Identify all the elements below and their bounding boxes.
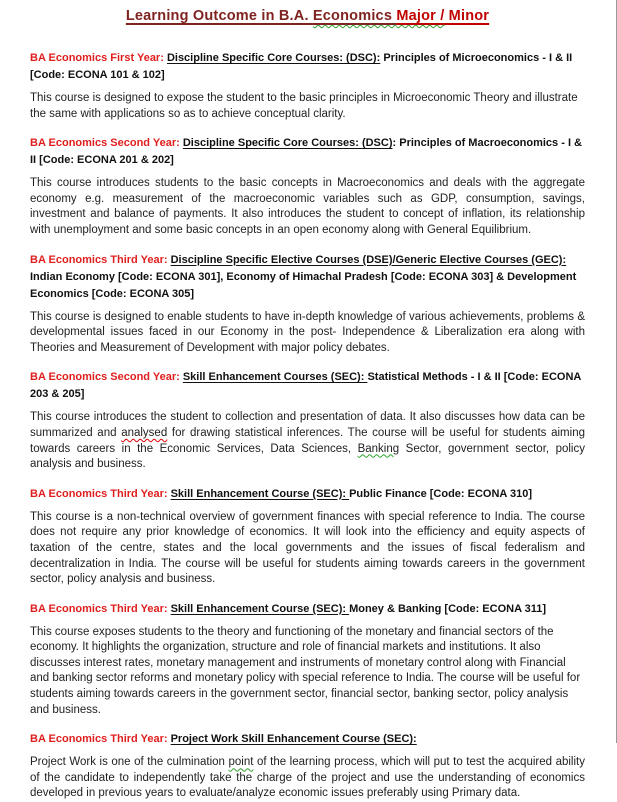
description-text: Project Work is one of the culmination <box>30 756 229 769</box>
course-description <box>30 310 585 357</box>
course-type-label: Discipline Specific Core Courses: (DSC) <box>182 137 393 150</box>
course-type-label: Skill Enhancement Courses (SEC): <box>182 371 368 384</box>
year-label: BA Economics Second Year: <box>30 137 183 150</box>
description-text: Sector, government sector, policy analysis and business. <box>30 442 585 471</box>
course-description <box>30 510 585 588</box>
grammar-flagged-word: Banking <box>357 442 400 455</box>
grammar-flagged-word: point <box>228 756 254 769</box>
description-text: This course is designed to enable students to have in-depth knowledge of various achievements, problems & developmental issues faced in our Economy in the post- Independence & Liberalization era along with Theories and Measurement of Development with major policy debates. <box>30 310 585 354</box>
section-first-year-dsc <box>30 50 585 122</box>
title-text-squiggled: Economics <box>312 8 397 24</box>
description-text: This course exposes students to the theory and functioning of the monetary and financial sectors of the economy. It highlights the organization, structure and role of financial markets and institutions. It also discusses interest rates, monetary management and instruments of monetary control along with Financial and banking sector reforms and monetary policy with special reference to India. The course will be useful for students aiming towards careers in the government sector, financial sector, banking sector, policy analysis and business. <box>30 625 581 716</box>
section-heading <box>30 252 585 303</box>
year-label: BA Economics Third Year: <box>30 733 171 746</box>
description-text: This course introduces the student to collection and presentation of data. It also discusses how data can be summarized and <box>30 411 585 439</box>
course-title-label: Principles of Microeconomics - I & II [Code: ECONA 101 & 102] <box>30 52 573 81</box>
section-heading <box>30 601 585 618</box>
course-type-label: Project Work Skill Enhancement Course (SEC): <box>170 733 417 746</box>
year-label: BA Economics First Year: <box>30 52 167 64</box>
course-type-label: Skill Enhancement Course (SEC): <box>170 602 350 615</box>
course-title-label: Money & Banking [Code: ECONA 311] <box>349 602 547 615</box>
page-title <box>30 8 585 24</box>
course-type-label: Discipline Specific Elective Courses (DSE)/Generic Elective Courses (GEC): <box>170 253 567 266</box>
title-text: Learning Outcome in B.A. <box>125 8 313 24</box>
year-label: BA Economics Second Year: <box>30 371 183 384</box>
section-second-year-dsc <box>30 135 585 238</box>
section-heading <box>30 135 585 169</box>
section-third-year-project-work <box>30 731 585 802</box>
section-third-year-sec-money-banking <box>30 601 585 719</box>
description-text: This course introduces students to the basic concepts in Macroeconomics and deals with the aggregate economy e.g. measurement of the macroeconomic variables such as GDP, consumption, savings, investment and balance of payments. It also introduces the student to concept of inflation, its relationship with unemployment and some basic concepts in an open economy along with General Equilibrium. <box>30 177 585 236</box>
title-text: Minor <box>444 8 490 24</box>
course-title-label: Indian Economy [Code: ECONA 301], Economy of Himachal Pradesh [Code: ECONA 303] & Development Economics [Code: ECONA 305] <box>30 270 577 300</box>
course-title-label: Public Finance [Code: ECONA 310] <box>349 487 533 500</box>
section-heading <box>30 50 585 84</box>
section-heading <box>30 486 585 503</box>
description-text: of the learning process, which will put to test the acquired ability of the candidate to independently take the charge of the project and use the understanding of economics developed in previous years to evaluate/analyze economic issues preferably using Primary data. <box>30 756 585 800</box>
course-description <box>30 410 585 472</box>
course-description <box>30 91 585 122</box>
course-description <box>30 176 585 238</box>
description-text: for drawing statistical inferences. The course will be useful for students aiming towards careers in the Economic Services, Data Sciences, <box>30 426 585 455</box>
course-title-label: : Principles of Macroeconomics - I & II [Code: ECONA 201 & 202] <box>30 137 583 167</box>
year-label: BA Economics Third Year: <box>30 253 171 266</box>
year-label: BA Economics Third Year: <box>30 602 171 615</box>
section-heading <box>30 369 585 403</box>
title-part-dark <box>126 8 396 24</box>
section-third-year-dse-gec <box>30 252 585 357</box>
description-text: This course is designed to expose the student to the basic principles in Microeconomic Theory and illustrate the same with applications so as to achieve conceptual clarity. <box>30 92 578 120</box>
course-description <box>30 755 585 802</box>
course-type-label: Skill Enhancement Course (SEC): <box>170 487 350 500</box>
title-text-squiggled: Major / <box>396 8 445 24</box>
course-description <box>30 625 585 719</box>
misspelled-word: analysed <box>121 426 168 439</box>
title-part-bright <box>396 8 489 24</box>
section-second-year-sec-statistics <box>30 369 585 472</box>
section-third-year-sec-public-finance <box>30 486 585 588</box>
course-title-label: Statistical Methods - I & II [Code: ECONA 203 & 205] <box>30 371 581 401</box>
description-text: This course is a non-technical overview of government finances with special reference to India. The course does not require any prior knowledge of economics. It will look into the efficiency and equity aspects of taxation of the centre, states and the local governments and the issues of fiscal federalism and decentralization in India. The course will be useful for students aiming towards careers in the government sector, policy analysis and business. <box>30 510 585 586</box>
year-label: BA Economics Third Year: <box>30 487 171 500</box>
course-type-label: Discipline Specific Core Courses: (DSC): <box>166 52 381 64</box>
section-heading <box>30 731 585 748</box>
